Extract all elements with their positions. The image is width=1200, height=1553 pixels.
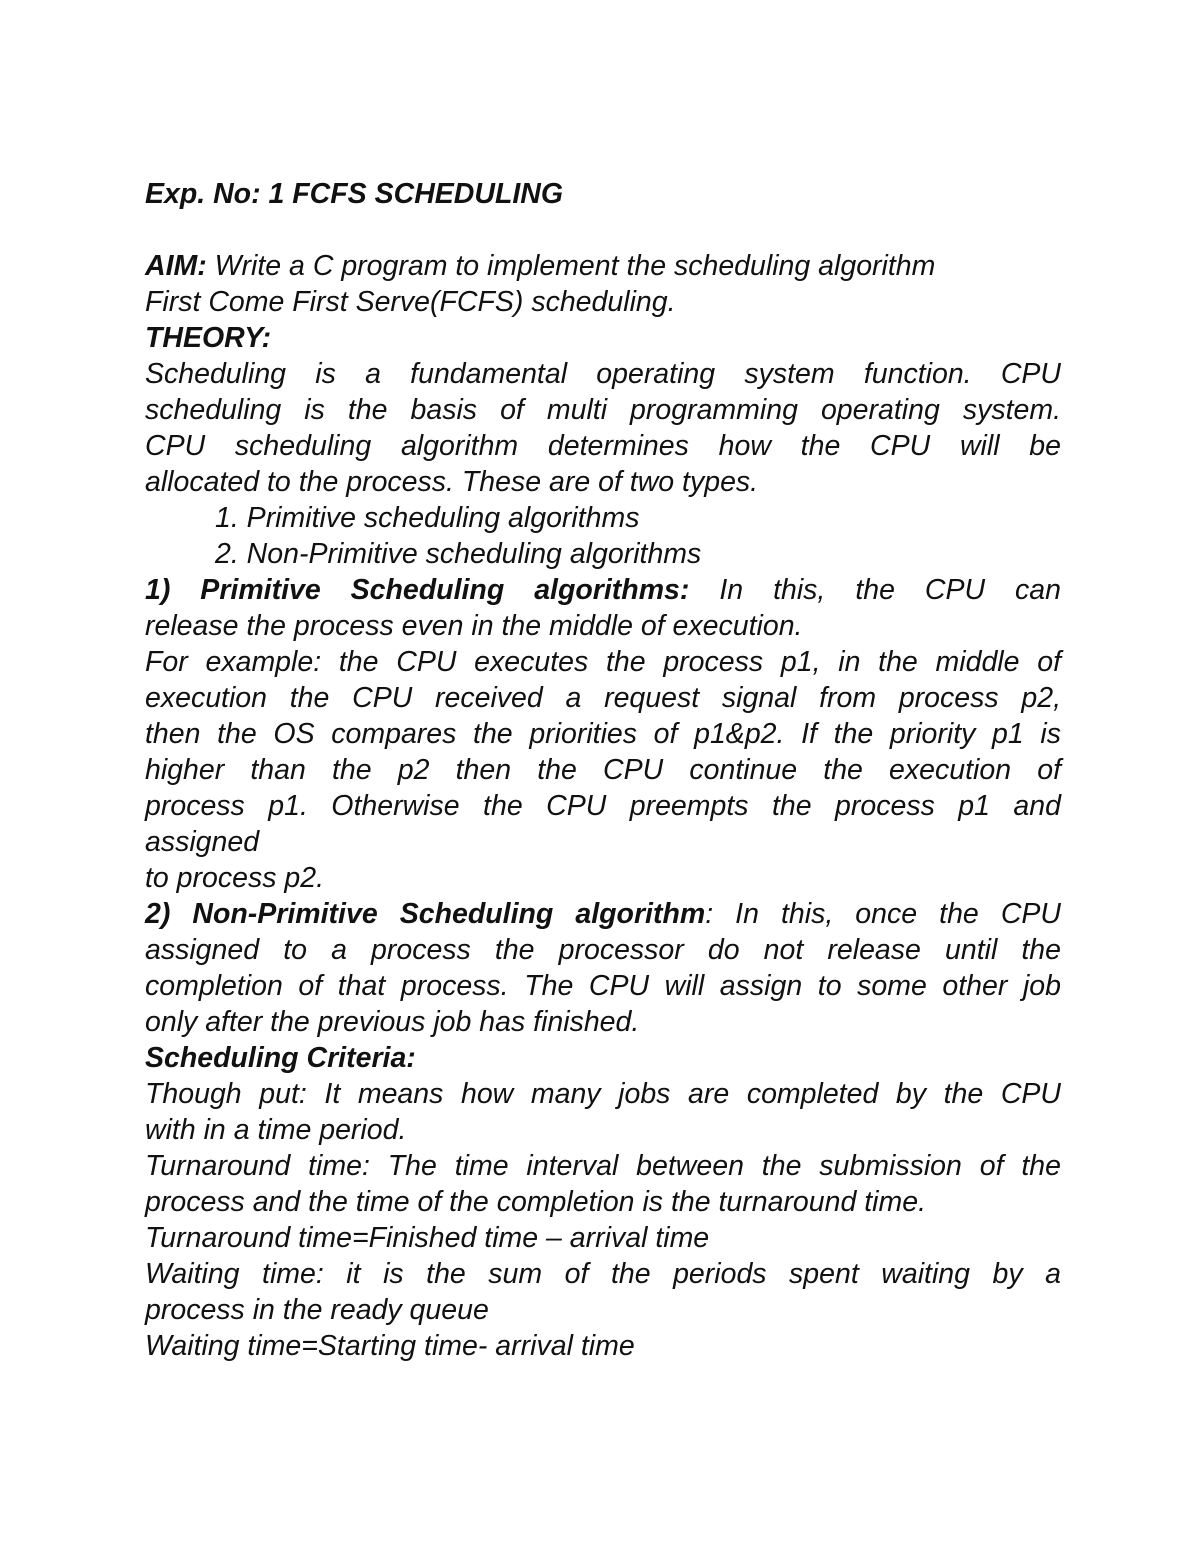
- theory-line: allocated to the process. These are of two types.: [145, 466, 759, 498]
- theory-line: CPU scheduling algorithm determines how the CPU will be: [145, 430, 1061, 462]
- primitive-line-1: [145, 572, 1061, 608]
- criteria-line: with in a time period.: [145, 1114, 407, 1146]
- non-primitive-line: assigned to a process the processor do not release until the: [145, 934, 1061, 966]
- example-line: process p1. Otherwise the CPU preempts the process p1 and: [145, 790, 1061, 822]
- criteria-line: process and the time of the completion is the turnaround time.: [145, 1186, 927, 1218]
- aim-line-1: [145, 248, 1061, 284]
- type-list-item: 1. Primitive scheduling algorithms: [215, 502, 640, 534]
- primitive-line-2: release the process even in the middle of execution.: [145, 610, 803, 642]
- example-line: then the OS compares the priorities of p1&p2. If the priority p1 is: [145, 718, 1061, 750]
- theory-line: scheduling is the basis of multi programming operating system.: [145, 394, 1061, 426]
- aim-text: Write a C program to implement the scheduling algorithm: [206, 250, 936, 282]
- non-primitive-line: completion of that process. The CPU will assign to some other job: [145, 970, 1061, 1002]
- example-line: For example: the CPU executes the process p1, in the middle of: [145, 646, 1061, 678]
- aim-line-2: First Come First Serve(FCFS) scheduling.: [145, 286, 676, 318]
- non-primitive-line: only after the previous job has finished.: [145, 1006, 640, 1038]
- theory-heading: THEORY:: [145, 322, 272, 354]
- criteria-line: Turnaround time=Finished time – arrival time: [145, 1222, 710, 1254]
- example-line: execution the CPU received a request signal from process p2,: [145, 682, 1061, 714]
- criteria-heading: Scheduling Criteria:: [145, 1042, 416, 1074]
- primitive-text: In this, the CPU can: [689, 574, 1061, 606]
- criteria-line: Turnaround time: The time interval between the submission of the: [145, 1150, 1061, 1182]
- non-primitive-label: 2) Non-Primitive Scheduling algorithm: [145, 898, 706, 930]
- criteria-line: Waiting time=Starting time- arrival time: [145, 1330, 635, 1362]
- criteria-line: Though put: It means how many jobs are completed by the CPU: [145, 1078, 1061, 1110]
- aim-label: AIM:: [145, 250, 207, 282]
- example-line: to process p2.: [145, 862, 325, 894]
- type-list-item: 2. Non-Primitive scheduling algorithms: [215, 538, 702, 570]
- example-line: higher than the p2 then the CPU continue the execution of: [145, 754, 1061, 786]
- theory-line: Scheduling is a fundamental operating system function. CPU: [145, 358, 1061, 390]
- primitive-label: 1) Primitive Scheduling algorithms:: [145, 574, 690, 606]
- non-primitive-line-1: [145, 896, 1061, 932]
- document-page: [145, 176, 1061, 1364]
- criteria-line: Waiting time: it is the sum of the periods spent waiting by a: [145, 1258, 1061, 1290]
- experiment-title: Exp. No: 1 FCFS SCHEDULING: [145, 178, 564, 210]
- non-primitive-text: : In this, once the CPU: [705, 898, 1061, 930]
- example-line: assigned: [145, 826, 260, 858]
- criteria-line: process in the ready queue: [145, 1294, 489, 1326]
